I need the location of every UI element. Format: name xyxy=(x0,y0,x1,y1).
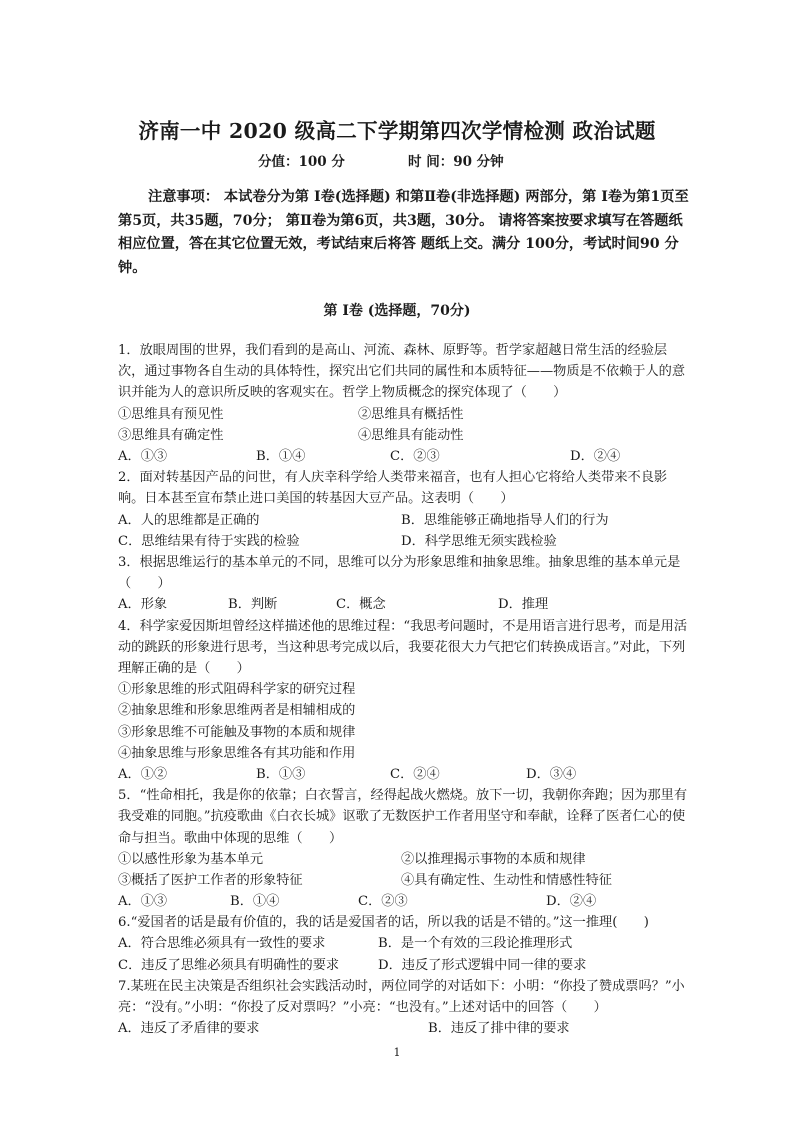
statement: ④具有确定性、生动性和情感性特征 xyxy=(401,872,612,888)
question-4-options xyxy=(118,764,688,785)
question-2-options-row-2 xyxy=(118,531,688,552)
question-6-options-row-1 xyxy=(118,933,688,954)
question-5-stem: 5．“性命相托，我是你的依靠；白衣誓言，经得起战火燃烧。放下一切，我朝你奔跑；因为那里有我受难的同胞。”抗疫歌曲《白衣长城》讴歌了无数医护工作者用坚守和奉献，诠释了医者仁心的使命与担当。歌曲中体现的思维（ ） xyxy=(118,788,688,846)
option-d: D．推理 xyxy=(498,597,549,613)
option-b: B．①③ xyxy=(256,766,306,782)
question-1-options xyxy=(118,446,688,467)
option-a: A．违反了矛盾律的要求 xyxy=(118,1021,260,1037)
question-6-options-row-2 xyxy=(118,955,688,976)
option-b: B．①④ xyxy=(256,448,306,464)
option-c: C．②③ xyxy=(358,894,408,910)
option-b: B．是一个有效的三段论推理形式 xyxy=(378,936,573,952)
option-b: B．违反了排中律的要求 xyxy=(428,1021,570,1037)
option-b: B．判断 xyxy=(228,597,278,613)
option-a: A．①③ xyxy=(118,448,168,464)
question-2-stem: 2．面对转基因产品的问世，有人庆幸科学给人类带来福音，也有人担心它将给人类带来不良影响。日本甚至宣布禁止进口美国的转基因大豆产品。这表明（ ） xyxy=(118,470,668,507)
question-6-stem: 6.“爱国者的话是最有价值的，我的话是爱国者的话，所以我的话是不错的。”这一推理( ) xyxy=(118,915,649,931)
option-c: C．违反了思维必须具有明确性的要求 xyxy=(118,957,340,973)
question-2-options-row-1 xyxy=(118,510,688,531)
statement: ③概括了医护工作者的形象特征 xyxy=(118,872,303,888)
question-1-statements-row-1 xyxy=(118,404,688,425)
statement: ①思维具有预见性 xyxy=(118,406,224,422)
statement: ④思维具有能动性 xyxy=(358,427,464,443)
option-a: A．符合思维必须具有一致性的要求 xyxy=(118,936,326,952)
option-b: B．思维能够正确地指导人们的行为 xyxy=(401,512,609,528)
option-a: A．人的思维都是正确的 xyxy=(118,512,260,528)
score-label: 分值：100 分 xyxy=(258,154,345,170)
question-list xyxy=(118,340,688,1039)
option-d: D．③④ xyxy=(526,766,577,782)
option-c: C．概念 xyxy=(336,597,386,613)
option-c: C．思维结果有待于实践的检验 xyxy=(118,533,300,549)
statement: ③形象思维不可能触及事物的本质和规律 xyxy=(118,724,356,740)
option-d: D．②④ xyxy=(546,894,597,910)
option-d: D．科学思维无须实践检验 xyxy=(401,533,557,549)
statement: ③思维具有确定性 xyxy=(118,427,224,443)
question-7-stem: 7.某班在民主决策是否组织社会实践活动时，两位同学的对话如下：小明：“你投了赞成票吗？”小亮：“没有。”小明：“你投了反对票吗？”小亮：“也没有。”上述对话中的回答（ ） xyxy=(118,978,685,1016)
page-title: 济南一中 2020 级高二下学期第四次学情检测 政治试题 xyxy=(138,119,656,143)
statement: ②以推理揭示事物的本质和规律 xyxy=(401,851,586,867)
question-4-stem: 4．科学家爱因斯坦曾经这样描述他的思维过程：“我思考问题时，不是用语言进行思考，而是用活动的跳跃的形象进行思考，当这种思考完成以后，我要花很大力气把它们转换成语言。”对此，下列理解正确的是（ ） xyxy=(118,618,688,676)
question-5-statements-row-1 xyxy=(118,849,688,870)
section-title: 第 Ⅰ卷 (选择题，70分) xyxy=(323,303,471,319)
option-c: C．②③ xyxy=(390,448,440,464)
time-label: 时 间：90 分钟 xyxy=(408,154,504,170)
statement: ④抽象思维与形象思维各有其功能和作用 xyxy=(118,745,356,761)
question-1-stem: 1．放眼周围的世界，我们看到的是高山、河流、森林、原野等。哲学家超越日常生活的经验层次，通过事物各自生动的具体特性，探究出它们共同的属性和本质特征——物质是不依赖于人的意识并能为人的意识所反映的客观实在。哲学上物质概念的探究体现了（ ） xyxy=(118,343,686,401)
statement: ②思维具有概括性 xyxy=(358,406,464,422)
question-3-stem: 3．根据思维运行的基本单元的不同，思维可以分为形象思维和抽象思维。抽象思维的基本单元是（ ） xyxy=(118,554,681,592)
option-a: A．①③ xyxy=(118,894,168,910)
question-5-statements-row-2 xyxy=(118,870,688,891)
option-b: B．①④ xyxy=(230,894,280,910)
option-d: D．违反了形式逻辑中同一律的要求 xyxy=(378,957,587,973)
question-3-options xyxy=(118,594,688,615)
exam-notice: 注意事项： 本试卷分为第 Ⅰ卷(选择题) 和第Ⅱ卷(非选择题) 两部分，第 Ⅰ卷为第1页至第5页，共35题，70分； 第Ⅱ卷为第6页，共3题，30分。 请将答案按要求填写在答题纸相应位置，答在其它位置无效，考试结束后将答 题纸上交。满分 100分，考试时间90 分钟。 xyxy=(118,189,689,276)
question-5-options xyxy=(118,891,688,912)
question-1-statements-row-2 xyxy=(118,425,688,446)
option-a: A．形象 xyxy=(118,597,168,613)
statement: ②抽象思维和形象思维两者是相辅相成的 xyxy=(118,703,356,719)
option-d: D．②④ xyxy=(570,448,621,464)
page-number: 1 xyxy=(393,1046,401,1059)
question-7-options xyxy=(118,1018,688,1039)
statement: ①形象思维的形式阻碍科学家的研究过程 xyxy=(118,682,356,698)
option-a: A．①② xyxy=(118,766,168,782)
statement: ①以感性形象为基本单元 xyxy=(118,851,264,867)
option-c: C．②④ xyxy=(390,766,440,782)
